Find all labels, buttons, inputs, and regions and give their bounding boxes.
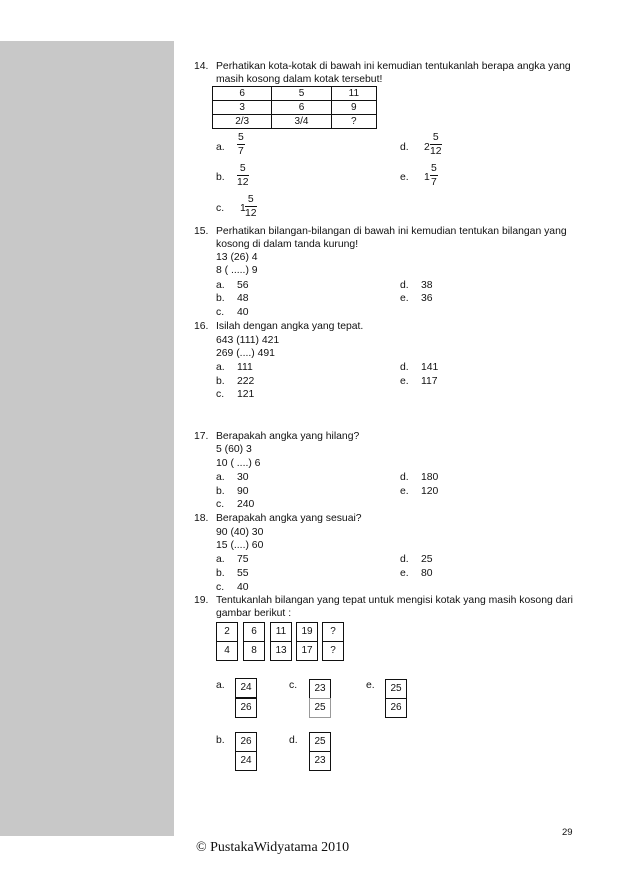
denominator: 12 <box>430 146 442 157</box>
q19-option-b-top: 26 <box>235 732 257 752</box>
q14-option-e-whole: 1 <box>424 172 430 183</box>
q19-box-bottom-1: 4 <box>216 641 238 661</box>
q18-option-b: 55 <box>237 568 249 579</box>
q18-option-e: 80 <box>421 568 433 579</box>
q15-option-c-letter: c. <box>216 307 225 318</box>
q14-cell: 5 <box>272 87 331 101</box>
q17-option-d: 180 <box>421 472 439 483</box>
q14-option-b-fraction <box>237 162 249 189</box>
q18-number: 18. <box>194 513 209 524</box>
q15-text-line3: 13 (26) 4 <box>216 252 258 263</box>
denominator: 7 <box>238 146 244 157</box>
q14-option-d-fraction <box>430 131 442 158</box>
q16-option-a: 111 <box>237 362 253 373</box>
q14-option-b-letter: b. <box>216 172 225 183</box>
q18-option-d-letter: d. <box>400 554 409 565</box>
q19-box-top-1: 2 <box>216 622 238 642</box>
q14-option-a-letter: a. <box>216 142 225 153</box>
q18-text-line3: 15 (....) 60 <box>216 540 264 551</box>
q14-cell: 9 <box>331 101 376 115</box>
numerator: 5 <box>237 162 249 176</box>
numerator: 5 <box>430 131 442 145</box>
q19-box-bottom-3: 13 <box>270 641 292 661</box>
q15-option-c: 40 <box>237 307 249 318</box>
q19-option-e-top: 25 <box>385 679 407 699</box>
q14-text-line2: masih kosong dalam kotak tersebut! <box>216 74 383 85</box>
q17-number: 17. <box>194 431 209 442</box>
q16-option-a-letter: a. <box>216 362 225 373</box>
q18-option-c: 40 <box>237 582 249 593</box>
q17-option-a: 30 <box>237 472 249 483</box>
q18-option-a: 75 <box>237 554 249 565</box>
q14-cell: 11 <box>331 87 376 101</box>
q14-cell: 3/4 <box>272 115 331 129</box>
denominator: 12 <box>245 208 257 219</box>
q19-option-a-top: 24 <box>235 678 257 698</box>
q16-option-c-letter: c. <box>216 389 225 400</box>
q14-cell: 6 <box>272 101 331 115</box>
q14-text-line1: Perhatikan kota-kotak di bawah ini kemudian tentukanlah berapa angka yang <box>216 61 571 72</box>
q17-text-line1: Berapakah angka yang hilang? <box>216 431 360 442</box>
q16-option-b: 222 <box>237 376 255 387</box>
q19-box-bottom-5: ? <box>322 641 344 661</box>
q16-text-line3: 269 (....) 491 <box>216 348 275 359</box>
q16-option-d: 141 <box>421 362 439 373</box>
numerator: 5 <box>245 193 257 207</box>
q14-option-c-fraction <box>245 193 257 220</box>
q15-option-b: 48 <box>237 293 249 304</box>
q19-option-a-bottom: 26 <box>235 698 257 718</box>
q19-box-top-3: 11 <box>270 622 292 642</box>
gray-margin-bar <box>0 41 174 836</box>
denominator: 7 <box>431 177 437 188</box>
q19-option-c-bottom: 25 <box>309 698 331 718</box>
q15-text-line4: 8 ( .....) 9 <box>216 265 258 276</box>
q14-table <box>212 86 377 129</box>
q15-option-a-letter: a. <box>216 280 225 291</box>
q14-number: 14. <box>194 61 209 72</box>
q15-option-b-letter: b. <box>216 293 225 304</box>
q14-option-a-fraction <box>237 131 245 158</box>
q14-cell: 6 <box>213 87 272 101</box>
page-number: 29 <box>562 827 573 838</box>
q19-box-top-2: 6 <box>243 622 265 642</box>
q16-option-c: 121 <box>237 389 255 400</box>
q17-option-c-letter: c. <box>216 499 225 510</box>
q17-option-d-letter: d. <box>400 472 409 483</box>
q19-option-d-letter: d. <box>289 735 298 746</box>
q15-option-a: 56 <box>237 280 249 291</box>
q16-option-e-letter: e. <box>400 376 409 387</box>
q19-option-d-bottom: 23 <box>309 751 331 771</box>
q17-option-b-letter: b. <box>216 486 225 497</box>
q16-text-line1: Isilah dengan angka yang tepat. <box>216 321 364 332</box>
q19-option-d-top: 25 <box>309 732 331 752</box>
q17-text-line2: 5 (60) 3 <box>216 444 252 455</box>
q19-box-top-5: ? <box>322 622 344 642</box>
q16-number: 16. <box>194 321 209 332</box>
q19-option-c-letter: c. <box>289 680 298 691</box>
denominator: 12 <box>237 177 249 188</box>
numerator: 5 <box>238 132 244 143</box>
q18-option-a-letter: a. <box>216 554 225 565</box>
q19-box-top-4: 19 <box>296 622 318 642</box>
q19-option-a-letter: a. <box>216 680 225 691</box>
q19-text-line2: gambar berikut : <box>216 608 292 619</box>
q15-option-d: 38 <box>421 280 433 291</box>
q19-option-b-letter: b. <box>216 735 225 746</box>
q19-number: 19. <box>194 595 209 606</box>
q19-text-line1: Tentukanlah bilangan yang tepat untuk mengisi kotak yang masih kosong dari <box>216 595 573 606</box>
q14-option-e-fraction <box>430 162 438 189</box>
q18-text-line1: Berapakah angka yang sesuai? <box>216 513 362 524</box>
q16-option-e: 117 <box>421 376 438 387</box>
q15-option-e: 36 <box>421 293 433 304</box>
q19-option-e-letter: e. <box>366 680 375 691</box>
q18-option-b-letter: b. <box>216 568 225 579</box>
copyright-footer: © PustakaWidyatama 2010 <box>196 840 350 855</box>
q19-box-bottom-4: 17 <box>296 641 318 661</box>
q17-text-line3: 10 ( ....) 6 <box>216 458 261 469</box>
q19-option-b-bottom: 24 <box>235 751 257 771</box>
q19-option-e-bottom: 26 <box>385 698 407 718</box>
q14-option-d-letter: d. <box>400 142 409 153</box>
q17-option-e: 120 <box>421 486 439 497</box>
q18-text-line2: 90 (40) 30 <box>216 527 264 538</box>
q15-option-e-letter: e. <box>400 293 409 304</box>
q15-text-line1: Perhatikan bilangan-bilangan di bawah ini kemudian tentukan bilangan yang <box>216 226 567 237</box>
q15-text-line2: kosong di dalam tanda kurung! <box>216 239 359 250</box>
q18-option-d: 25 <box>421 554 433 565</box>
q14-option-d-whole: 2 <box>424 142 430 153</box>
q15-option-d-letter: d. <box>400 280 409 291</box>
q17-option-b: 90 <box>237 486 249 497</box>
q16-text-line2: 643 (111) 421 <box>216 335 280 346</box>
q16-option-b-letter: b. <box>216 376 225 387</box>
q19-option-c-top: 23 <box>309 679 331 699</box>
q14-cell: ? <box>331 115 376 129</box>
q15-number: 15. <box>194 226 209 237</box>
q17-option-c: 240 <box>237 499 255 510</box>
q14-cell: 3 <box>213 101 272 115</box>
q14-cell: 2/3 <box>213 115 272 129</box>
q19-box-bottom-2: 8 <box>243 641 265 661</box>
q14-option-c-whole: 1 <box>240 203 246 214</box>
numerator: 5 <box>431 163 437 174</box>
q17-option-a-letter: a. <box>216 472 225 483</box>
q16-option-d-letter: d. <box>400 362 409 373</box>
q14-option-c-letter: c. <box>216 203 225 214</box>
q18-option-e-letter: e. <box>400 568 409 579</box>
q14-option-e-letter: e. <box>400 172 409 183</box>
q17-option-e-letter: e. <box>400 486 409 497</box>
q18-option-c-letter: c. <box>216 582 225 593</box>
